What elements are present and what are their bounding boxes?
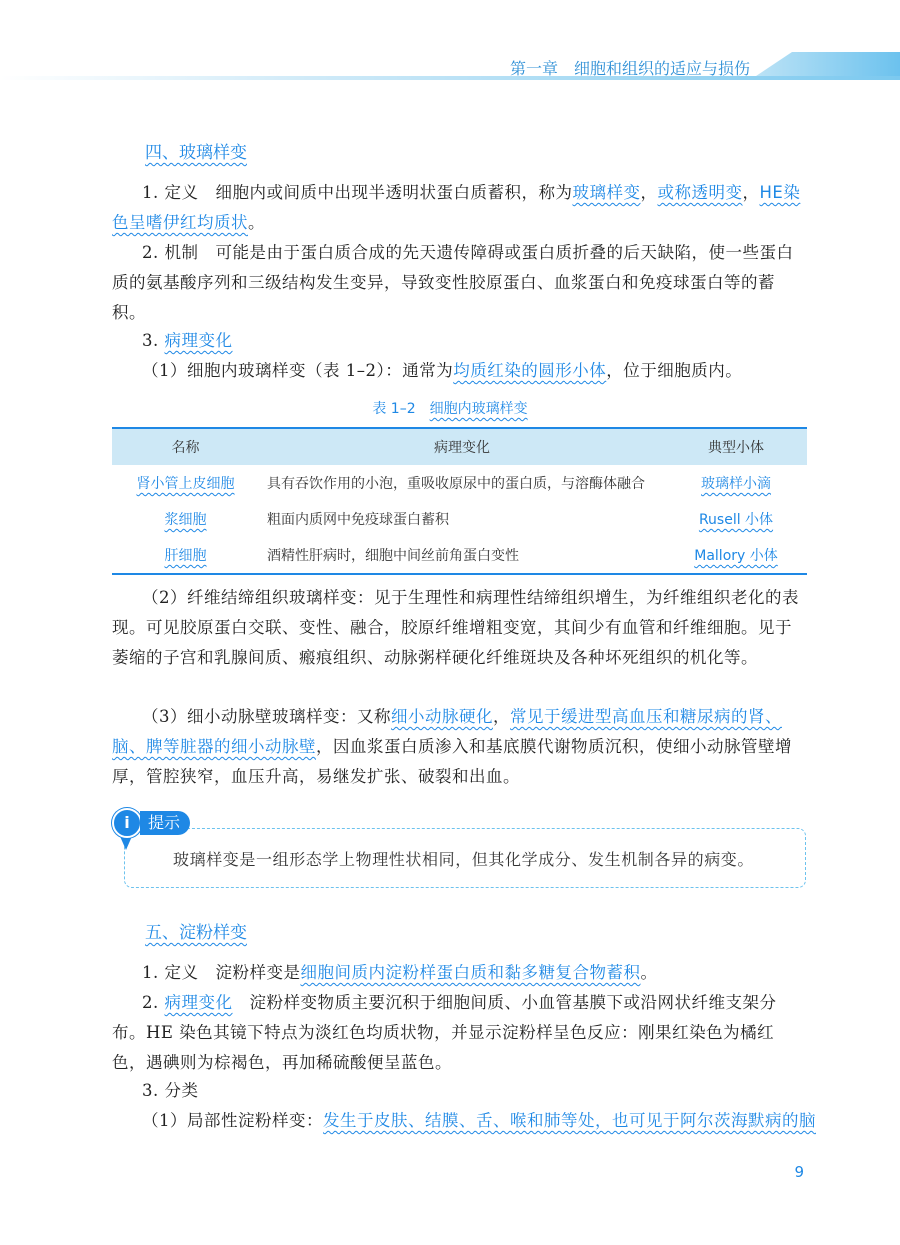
cell-body: 玻璃样小滴 [701,476,771,492]
tip-label: 提示 [140,811,190,835]
sec4-fibrous: （2）纤维结缔组织玻璃样变：见于生理性和病理性结缔组织增生，为纤维组织老化的表现。可见胶原蛋白交联、变性、融合，胶原纤维增粗变宽，其间少有血管和纤维细胞。见于萎缩的子宫和乳腺间质、瘢痕组织、动脉粥样硬化纤维斑块及各种坏死组织的机化等。 [112,588,799,667]
tip-box [124,828,806,888]
table-row [112,501,807,537]
page-number: 9 [794,1163,804,1181]
sec5-definition: 1. 定义 淀粉样变是细胞间质内淀粉样蛋白质和黏多糖复合物蓄积。 [142,963,658,982]
sec5-classification: 3. 分类 [142,1081,199,1100]
header-rule [0,76,900,80]
table-header-row [112,428,807,465]
cell-name: 肝细胞 [112,537,259,574]
cell-body: Mallory 小体 [665,537,807,574]
sec4-arteriole: （3）细小动脉壁玻璃样变：又称细小动脉硬化，常见于缓进型高血压和糖尿病的肾、脑、脾等脏器的细小动脉壁，因血浆蛋白质渗入和基底膜代谢物质沉积，使细小动脉管壁增厚，管腔狭窄，血压升高，易继发扩张、破裂和出血。 [112,707,792,786]
cell-change: 酒精性肝病时，细胞中间丝前角蛋白变性 [259,537,665,574]
cell-change: 具有吞饮作用的小泡，重吸收原尿中的蛋白质，与溶酶体融合 [267,476,645,492]
cell-name: 肾小管上皮细胞 [136,476,235,492]
tip-text: 玻璃样变是一组形态学上物理性状相同，但其化学成分、发生机制各异的病变。 [173,850,755,869]
table-row [112,537,807,574]
cell-body: Rusell 小体 [698,512,774,528]
info-icon: i [112,808,142,838]
cell-name: 浆细胞 [164,512,207,528]
chapter-title: 第一章 细胞和组织的适应与损伤 [509,59,750,78]
column-header-name: 名称 [112,428,259,465]
column-header-change: 病理变化 [259,428,665,465]
section-4-title: 四、玻璃样变 [145,143,247,163]
sec4-definition: 1. 定义 细胞内或间质中出现半透明状蛋白质蓄积，称为玻璃样变，或称透明变，HE染色呈嗜伊红均质状。 [112,183,801,232]
sec4-mechanism: 2. 机制 可能是由于蛋白质合成的先天遗传障碍或蛋白质折叠的后天缺陷，使一些蛋白质的氨基酸序列和三级结构发生变异，导致变性胶原蛋白、血浆蛋白和免疫球蛋白等的蓄积。 [112,243,794,322]
section-5-title: 五、淀粉样变 [145,923,247,943]
column-header-body: 典型小体 [665,428,807,465]
cell-change: 粗面内质网中免疫球蛋白蓄积 [267,512,449,528]
intracellular-hyaline-table [112,427,807,575]
sec5-pathology: 2. 病理变化 淀粉样变物质主要沉积于细胞间质、小血管基膜下或沿网状纤维支架分布。HE 染色其镜下特点为淡红色均质状物，并显示淀粉样呈色反应：刚果红染色为橘红色，遇碘则为棕褐色，再加稀硫酸便呈蓝色。 [112,993,777,1072]
table-row [112,465,807,501]
sec4-pathology-heading: 3. 病理变化 [142,331,233,350]
sec4-intracellular: （1）细胞内玻璃样变（表 1–2）：通常为均质红染的圆形小体，位于细胞质内。 [142,361,743,380]
table-caption: 表 1–2 细胞内玻璃样变 [372,401,528,417]
sec5-local: （1）局部性淀粉样变：发生于皮肤、结膜、舌、喉和肺等处，也可见于阿尔茨海默病的脑 [142,1111,816,1130]
